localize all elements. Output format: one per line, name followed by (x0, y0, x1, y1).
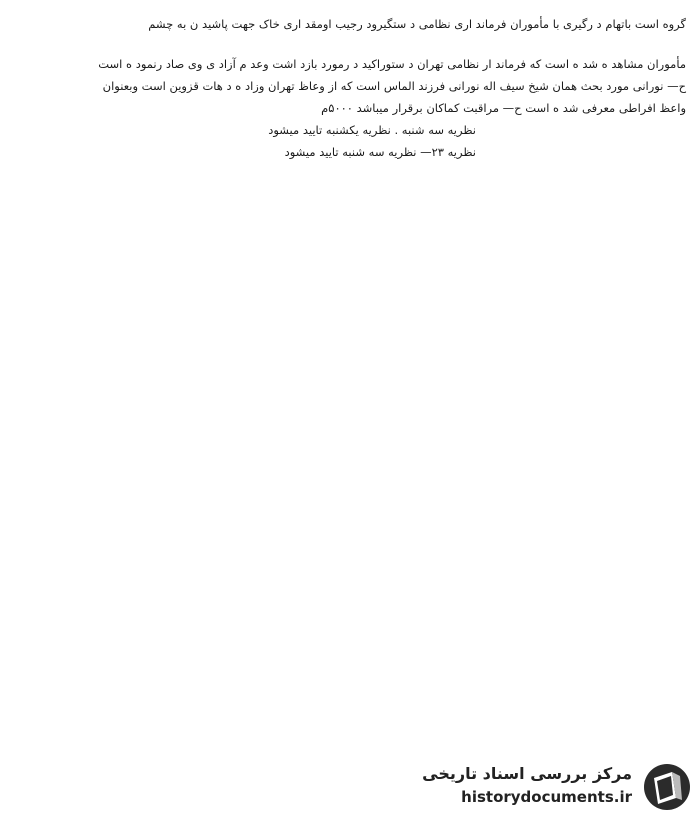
text-line-4: واعظ افراطی معرفی شد ه است ح— مراقبت کماکان برقرار میباشد ۵۰۰۰م (321, 101, 686, 115)
document-archive-logo-icon (642, 762, 692, 812)
watermark-url: historydocuments.ir (461, 788, 632, 806)
watermark-title: مرکز بررسی اسناد تاریخی (422, 764, 632, 783)
text-line-5: نظریه سه شنبه . نظریه یکشنبه تایید میشود (268, 123, 476, 137)
text-line-6: نظریه ۲۳— نظریه سه شنبه تایید میشود (284, 145, 476, 159)
text-line-3: ح— نورانی مورد بحث همان شیخ سیف اله نورانی فرزند الماس است که از وعاظ تهران وزاد ه د هات قزوین است وبعنوان (102, 79, 686, 93)
text-line-1: گروه است باتهام د رگیری با مأموران فرماند اری نظامی د ستگیرود رجیب اومقد اری خاک جهت پاشید ن به چشم (148, 17, 686, 31)
watermark-logo (407, 758, 692, 818)
text-line-2: مأموران مشاهد ه شد ه است که فرماند ار نظامی تهران د ستوراکید د رمورد بازد اشت وعد م آزاد ی وی صاد رنمود ه است (98, 57, 686, 71)
